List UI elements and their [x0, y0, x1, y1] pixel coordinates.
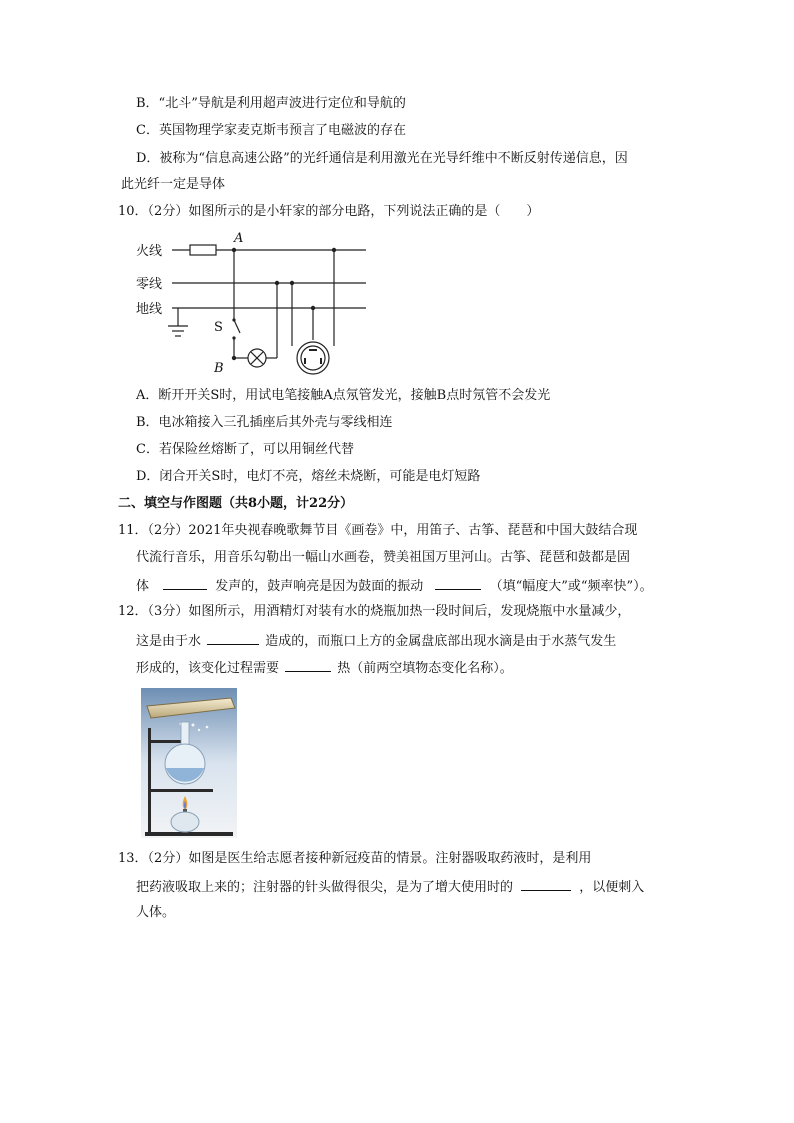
- junction-socket-neutral: [290, 281, 294, 285]
- q10-option-c: C．若保险丝熔断了，可以用铜丝代替: [136, 442, 354, 457]
- q12-line2-text-b: 造成的，而瓶口上方的金属盘底部出现水滴是由于水蒸气发生: [265, 634, 617, 649]
- label-live: 火线: [136, 244, 163, 259]
- socket-earth-slot: [309, 349, 317, 351]
- q13-line3: 人体。: [136, 905, 176, 920]
- junction-socket-live: [332, 248, 336, 252]
- fuse: [190, 245, 216, 255]
- junction-a: [232, 248, 236, 252]
- q13-line2-text-b: ，以便刺入: [579, 880, 645, 895]
- label-ground: 地线: [136, 302, 163, 317]
- q12-line2: [136, 630, 616, 652]
- q11-line1: 11．（2分）2021年央视春晚歌舞节目《画卷》中，用笛子、古筝、琵琶和中国大鼓结合现: [118, 523, 638, 538]
- q13-blank-2[interactable]: [521, 876, 571, 891]
- q11-line3-text-b: 发声的，鼓声响亮是因为鼓面的振动: [215, 579, 424, 594]
- label-neutral: 零线: [136, 277, 163, 292]
- q11-blank-1[interactable]: [163, 575, 207, 590]
- clamp-arm: [148, 740, 186, 743]
- q12-line1: 12．（3分）如图所示，用酒精灯对装有水的烧瓶加热一段时间后，发现烧瓶中水量减少，: [118, 604, 631, 619]
- q9-option-d-line2: 此光纤一定是导体: [121, 177, 226, 192]
- q10-option-b: B．电冰箱接入三孔插座后其外壳与零线相连: [136, 415, 393, 430]
- ring-support: [148, 789, 213, 792]
- droplet: [198, 729, 200, 731]
- q13-line2: [136, 876, 644, 898]
- q11-line3-text-a: 体: [136, 579, 150, 594]
- label-switch: S: [214, 320, 223, 335]
- q12-blank-2[interactable]: [285, 657, 331, 672]
- label-point-b: B: [214, 361, 224, 376]
- junction-b: [232, 356, 236, 360]
- q11-line3: [136, 575, 653, 597]
- q13-line2-text-a: 把药液吸取上来的；注射器的针头做得很尖，是为了增大使用时的: [136, 880, 514, 895]
- section-heading: 二、填空与作图题（共8小题，计22分）: [118, 496, 354, 511]
- q10-stem: 10．（2分）如图所示的是小轩家的部分电路，下列说法正确的是（ ）: [118, 204, 540, 219]
- q11-line2: 代流行音乐，用音乐勾勒出一幅山水画卷，赞美祖国万里河山。古筝、琵琶和鼓都是固: [136, 550, 631, 565]
- q9-option-d-line1: D．被称为“信息高速公路”的光纤通信是利用激光在光导纤维中不断反射传递信息，因: [136, 151, 628, 166]
- q9-option-c: C．英国物理学家麦克斯韦预言了电磁波的存在: [136, 123, 406, 138]
- switch-pivot: [232, 318, 235, 321]
- three-pin-socket: [297, 342, 329, 374]
- flask-heating-photo: [141, 688, 237, 838]
- q10-option-d: D．闭合开关S时，电灯不亮，熔丝未烧断，可能是电灯短路: [136, 469, 481, 484]
- q13-line1: 13．（2分）如图是医生给志愿者接种新冠疫苗的情景。注射器吸取药液时，是利用: [118, 851, 592, 866]
- junction-socket-ground: [311, 306, 315, 310]
- droplet: [206, 726, 209, 729]
- q12-line2-text-a: 这是由于水: [136, 634, 202, 649]
- switch-contact: [232, 336, 235, 339]
- q12-line3-text-b: 热（前两空填物态变化名称）。: [337, 661, 513, 676]
- socket-neutral-slot: [304, 358, 306, 364]
- switch-blade: [234, 320, 240, 333]
- stand-rod: [148, 728, 151, 836]
- q9-option-b: B．“北斗”导航是利用超声波进行定位和导航的: [136, 96, 406, 111]
- label-point-a: A: [234, 231, 244, 246]
- q11-line3-text-c: （填“幅度大”或“频率快”）。: [489, 579, 653, 594]
- stand-base: [145, 832, 233, 836]
- q12-blank-1[interactable]: [207, 630, 259, 645]
- socket-live-slot: [320, 358, 322, 364]
- junction-lamp-neutral: [275, 281, 279, 285]
- circuit-diagram: [130, 228, 370, 378]
- q11-blank-2[interactable]: [435, 575, 481, 590]
- droplet: [192, 724, 195, 727]
- alcohol-lamp: [171, 812, 199, 832]
- q10-option-a: A．断开开关S时，用试电笔接触A点氖管发光，接触B点时氖管不会发光: [136, 388, 551, 403]
- q12-line3-text-a: 形成的，该变化过程需要: [136, 661, 280, 676]
- q12-line3: [136, 657, 513, 679]
